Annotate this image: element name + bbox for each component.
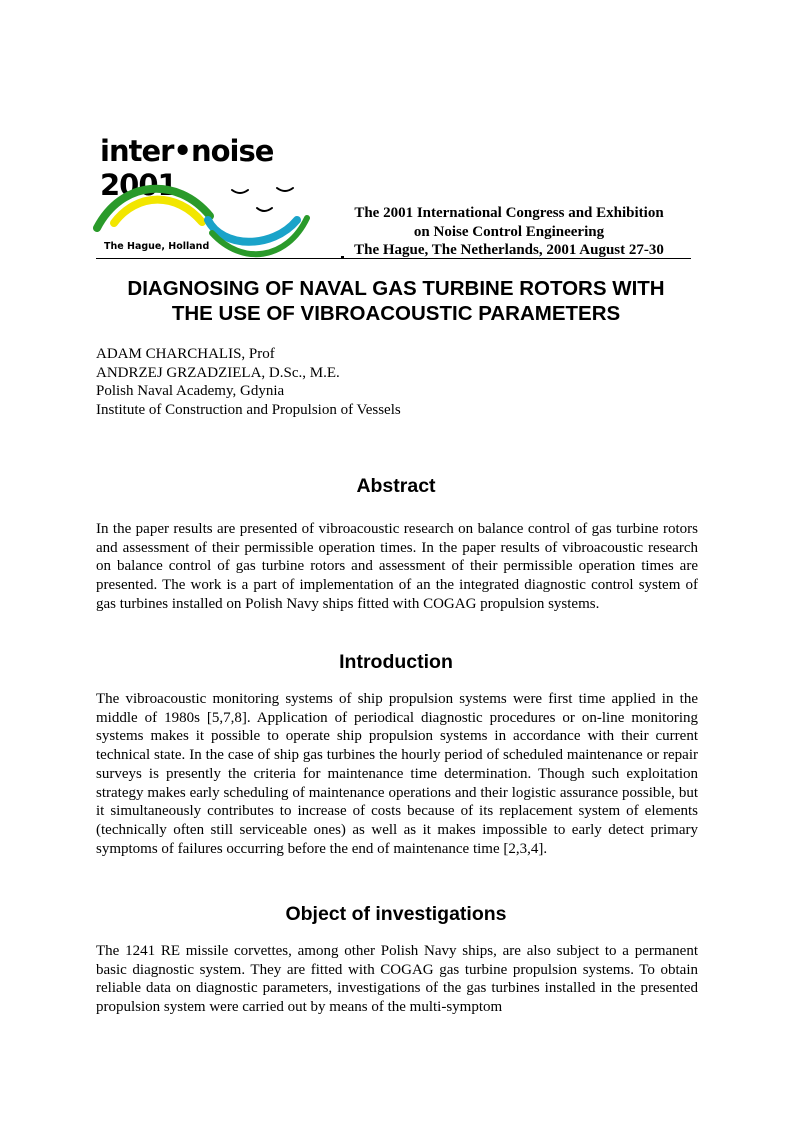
logo-city: The Hague, Holland xyxy=(104,241,210,252)
conference-line: The Hague, The Netherlands, 2001 August 27-30 xyxy=(354,242,664,258)
header-rule xyxy=(96,258,691,259)
paper-title-line: DIAGNOSING OF NAVAL GAS TURBINE ROTORS WITH xyxy=(127,277,665,300)
conference-line: on Noise Control Engineering xyxy=(413,223,605,240)
object-text: The 1241 RE missile corvettes, among other Polish Navy ships, are also subject to a permanent basic diagnostic system. They are fitted with COGAG gas turbine propulsion systems. To obtain reliable data on diagnostic parameters, investigations of the gas turbines installed in the presented propulsion system were carried out by means of the multi-symptom xyxy=(96,943,698,1016)
conference-line: The 2001 International Congress and Exhibition xyxy=(354,205,664,221)
abstract-heading: Abstract xyxy=(356,475,436,497)
author-line: ADAM CHARCHALIS, Prof xyxy=(96,346,275,362)
author-block xyxy=(96,345,401,419)
header-rule-mark xyxy=(341,256,344,258)
introduction-heading: Introduction xyxy=(339,651,453,673)
internoise-logo xyxy=(92,128,328,258)
abstract-text: In the paper results are presented of vibroacoustic research on balance control of gas turbine rotors and assessment of their permissible operation times. In the paper results of vibroacoustic research on balance control of gas turbine rotors and assessment of their permissible operation times are presented. The work is a part of implementation of an the integrated diagnostic control system of gas turbines installed on Polish Navy ships fitted with COGAG propulsion systems. xyxy=(96,521,698,612)
conference-info xyxy=(336,204,682,260)
affiliation-line: Polish Naval Academy, Gdynia xyxy=(96,383,285,399)
object-heading: Object of investigations xyxy=(285,903,507,925)
paper-title xyxy=(96,276,696,326)
logo-title: inter•noise 2001 xyxy=(100,134,274,202)
introduction-text: The vibroacoustic monitoring systems of ship propulsion systems were first time applied in the middle of 1980s [5,7,8]. Application of periodical diagnostic procedures or on-line monitoring systems makes it possible to operate ship propulsion systems in accordance with their current technical state. In the case of ship gas turbines the hourly period of scheduled maintenance or repair surveys is presently the criteria for maintenance time determination. Though such exploitation strategy makes early scheduling of maintenance operations and their logistic assurance possible, but it simultaneously contributes to increase of costs because of its replacement system of elements (technically often still serviceable ones) as well as it makes impossible to early detect primary symptoms of failures occurring before the end of maintenance time [2,3,4]. xyxy=(96,691,698,857)
author-line: ANDRZEJ GRZADZIELA, D.Sc., M.E. xyxy=(96,364,340,381)
paper-title-line: THE USE OF VIBROACOUSTIC PARAMETERS xyxy=(171,302,621,325)
affiliation-line: Institute of Construction and Propulsion of Vessels xyxy=(96,401,401,418)
